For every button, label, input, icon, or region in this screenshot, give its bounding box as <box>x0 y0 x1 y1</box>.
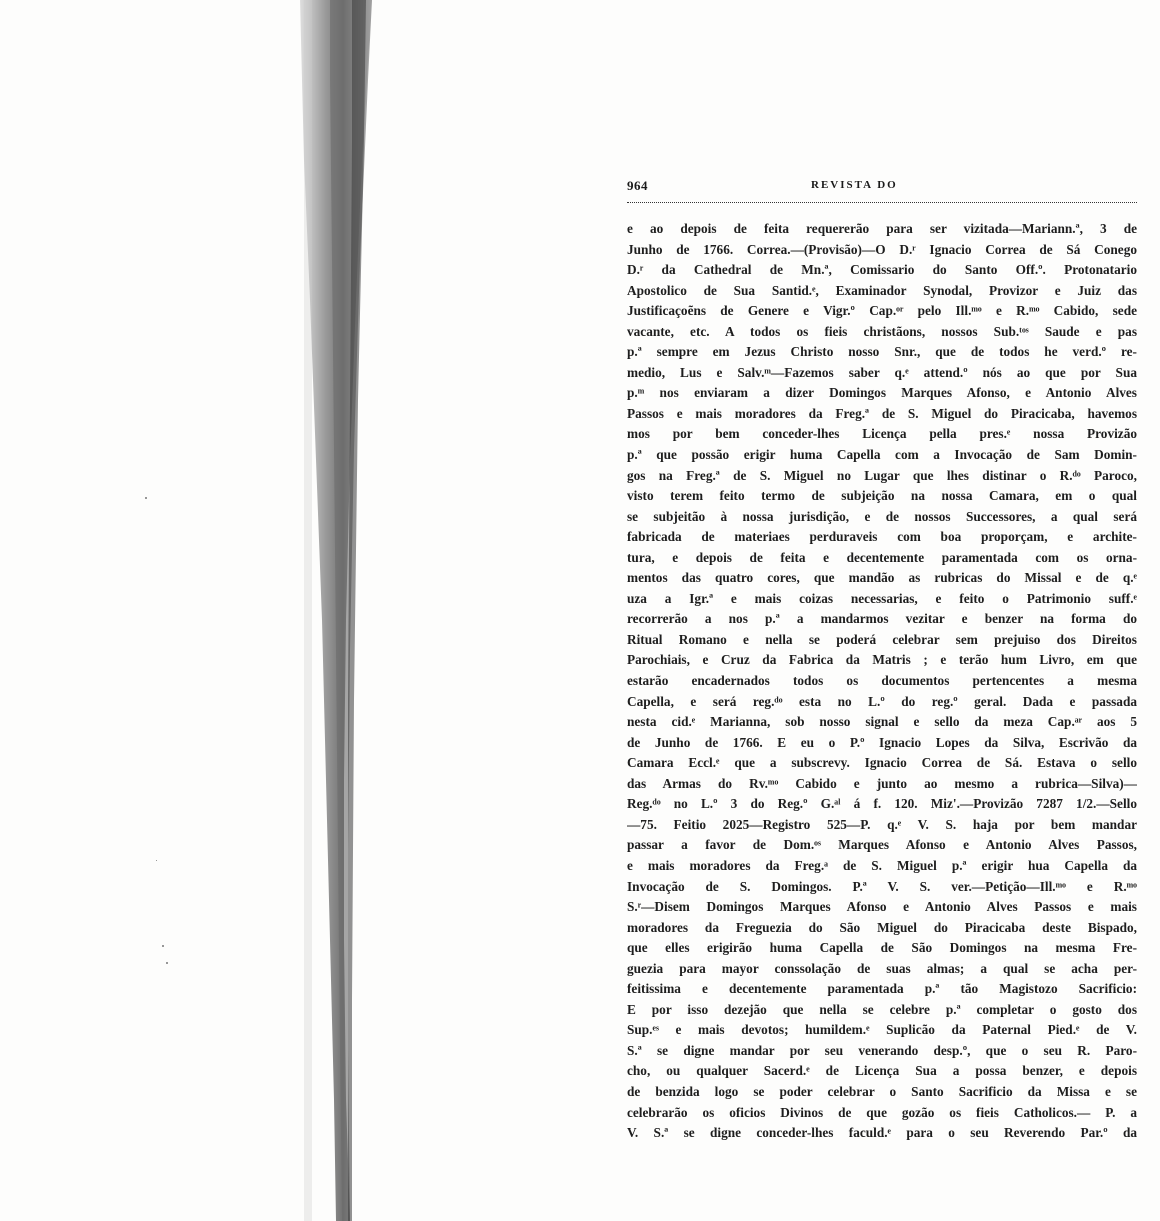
text-line: p.ᵐ nos enviaram a dizer Domingos Marques Afonso, e Antonio Alves <box>627 385 1137 401</box>
text-line: e mais moradores da Freg.ᵃ de S. Miguel p.ª erigir hua Capella da <box>627 857 1137 873</box>
text-line: p.ª que possão erigir huma Capella com a Invocação de Sam Domin- <box>627 447 1137 463</box>
text-line: Reg.ᵈᵒ no L.º 3 do Reg.º G.ᵃˡ á f. 120. Miz'.—Provizão 7287 1/2.—Sello <box>627 796 1137 812</box>
text-line: gos na Freg.ª de S. Miguel no Lugar que lhes distinar o R.ᵈᵒ Paroco, <box>627 467 1137 483</box>
text-line: mos por bem conceder-lhes Licença pella pres.ᵉ nossa Provizão <box>627 426 1137 442</box>
text-line: vacante, etc. A todos os fieis christãons, nossos Sub.ᵗᵒˢ Saude e pas <box>627 323 1137 339</box>
text-line: nesta cid.ᵉ Marianna, sob nosso signal e sello da meza Cap.ᵃʳ aos 5 <box>627 714 1137 730</box>
text-line: visto terem feito termo de subjeição na nossa Camara, em o qual <box>627 488 1137 504</box>
text-line: —75. Feitio 2025—Registro 525—P. q.ᵉ V. S. haja por bem mandar <box>627 816 1137 832</box>
text-line: Camara Eccl.ᵉ que a subscrevy. Ignacio Correa de Sá. Estava o sello <box>627 755 1137 771</box>
text-line: Sup.ᵉˢ e mais devotos; humildem.ᵉ Suplicão da Paternal Pied.ᵉ de V. <box>627 1022 1137 1038</box>
text-line: Apostolico de Sua Santid.ᵉ, Examinador Synodal, Provizor e Juiz das <box>627 282 1137 298</box>
text-line: das Armas do Rv.ᵐᵒ Cabido e junto ao mesmo a rubrica—Silva)— <box>627 775 1137 791</box>
scan-speck <box>145 497 147 499</box>
text-line: recorrerão a nos p.ª a mandarmos vezitar e benzer na forma do <box>627 611 1137 627</box>
scan-speck <box>162 945 164 947</box>
text-line: estarão encadernados todos os documentos pertencentes a mesma <box>627 673 1137 689</box>
text-line: D.ʳ da Cathedral de Mn.ª, Comissario do Santo Off.º. Protonatario <box>627 262 1137 278</box>
text-line: fabricada de materiaes perduraveis com boa proporçam, e archite- <box>627 529 1137 545</box>
text-line: de benzida logo se poder celebrar o Santo Sacrificio da Missa e se <box>627 1083 1137 1099</box>
text-line: moradores da Freguezia do São Miguel do Piracicaba deste Bispado, <box>627 919 1137 935</box>
text-line: Passos e mais moradores da Freg.ª de S. Miguel do Piracicaba, havemos <box>627 405 1137 421</box>
body-text <box>627 219 1137 1144</box>
text-line: uza a Igr.ª e mais coizas necessarias, e feito o Patrimonio suff.ᵉ <box>627 590 1137 606</box>
page-number: 964 <box>627 178 648 193</box>
running-title: REVISTA DO <box>811 179 898 191</box>
text-line: E por isso dezejão que nella se celebre p.ª completar o gosto dos <box>627 1001 1137 1017</box>
text-line: Justificaçoẽns de Genere e Vigr.º Cap.ᵒʳ pelo Ill.ᵐᵒ e R.ᵐᵒ Cabido, sede <box>627 303 1137 319</box>
text-line: S.ª se digne mandar por seu venerando desp.º, que o seu R. Paro- <box>627 1042 1137 1058</box>
text-line: cho, ou qualquer Sacerd.ᵉ de Licença Sua a possa benzer, e depois <box>627 1063 1137 1079</box>
text-line: Junho de 1766. Correa.—(Provisão)—O D.ʳ Ignacio Correa de Sá Conego <box>627 241 1137 257</box>
text-line: p.ª sempre em Jezus Christo nosso Snr., que de todos he verd.º re- <box>627 344 1137 360</box>
text-line: celebrarão os oficios Divinos de que gozão os fieis Catholicos.— P. a <box>627 1104 1137 1120</box>
text-line: tura, e depois de feita e decentemente paramentada com os orna- <box>627 549 1137 565</box>
text-line: guezia para mayor conssolação de suas almas; a qual se acha per- <box>627 960 1137 976</box>
page-header <box>627 178 1137 203</box>
text-line: que elles erigirão huma Capella de São Domingos na mesma Fre- <box>627 940 1137 956</box>
scan-speck <box>156 860 157 861</box>
text-line: Invocação de S. Domingos. P.ª V. S. ver.—Petição—Ill.ᵐᵒ e R.ᵐᵒ <box>627 878 1137 894</box>
text-line: de Junho de 1766. E eu o P.º Ignacio Lopes da Silva, Escrivão da <box>627 734 1137 750</box>
text-line: Parochiais, e Cruz da Fabrica da Matris ; e terão hum Livro, em que <box>627 652 1137 668</box>
text-line: e ao depois de feita requererão para ser vizitada—Mariann.ª, 3 de <box>627 221 1137 236</box>
text-line: se subjeitão à nossa jurisdição, e de nossos Successores, a qual será <box>627 508 1137 524</box>
text-line: Capella, e será reg.ᵈᵒ esta no L.º do reg.º geral. Dada e passada <box>627 693 1137 709</box>
text-line: mentos das quatro cores, que mandão as rubricas do Missal e de q.ᵉ <box>627 570 1137 586</box>
text-line: Ritual Romano e nella se poderá celebrar sem prejuiso dos Direitos <box>627 631 1137 647</box>
text-line: V. S.ª se digne conceder-lhes faculd.ᵉ para o seu Reverendo Par.º da <box>627 1125 1137 1141</box>
text-line: passar a favor de Dom.ᵒˢ Marques Afonso e Antonio Alves Passos, <box>627 837 1137 853</box>
scan-speck <box>166 962 168 964</box>
text-line: feitissima e decentemente paramentada p.ª tão Magistozo Sacrificio: <box>627 981 1137 997</box>
text-line: S.ʳ—Disem Domingos Marques Afonso e Antonio Alves Passos e mais <box>627 899 1137 915</box>
text-line: medio, Lus e Salv.ᵐ—Fazemos saber q.ᵉ attend.º nós ao que por Sua <box>627 364 1137 380</box>
